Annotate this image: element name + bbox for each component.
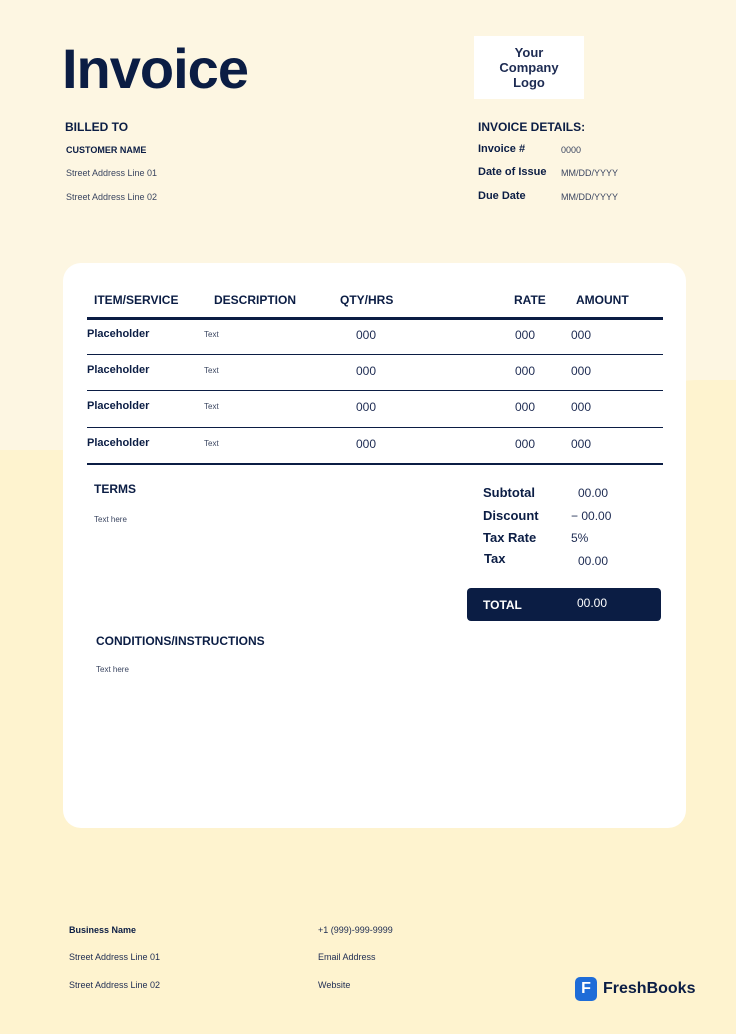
business-phone: +1 (999)-999-9999 (318, 925, 393, 935)
logo-text: Your Company Logo (499, 45, 559, 90)
table-row (63, 356, 686, 392)
date-of-issue-label: Date of Issue (478, 166, 547, 178)
row-divider (87, 354, 663, 355)
row-qty: 000 (356, 364, 377, 378)
tax-rate-label: Tax Rate (483, 530, 537, 545)
business-website: Website (318, 980, 351, 990)
company-logo-placeholder (474, 36, 584, 99)
discount-value: − 00.00 (571, 509, 612, 523)
tax-label: Tax (484, 551, 506, 566)
row-description: Text (204, 439, 219, 448)
row-amount: 000 (571, 437, 592, 451)
row-rate: 000 (515, 437, 536, 451)
row-rate: 000 (515, 400, 536, 414)
table-row (63, 429, 686, 465)
row-qty: 000 (356, 400, 377, 414)
table-row (63, 392, 686, 428)
row-divider (87, 390, 663, 391)
table-row (63, 320, 686, 356)
row-item: Placeholder (87, 437, 150, 449)
discount-label: Discount (483, 508, 539, 523)
row-item: Placeholder (87, 364, 150, 376)
conditions-text: Text here (96, 665, 129, 674)
business-address-line-1: Street Address Line 01 (69, 952, 161, 962)
row-qty: 000 (356, 328, 377, 342)
terms-heading: TERMS (94, 482, 136, 496)
tax-rate-value: 5% (571, 531, 589, 545)
terms-text: Text here (94, 515, 127, 524)
column-header-item: ITEM/SERVICE (94, 293, 179, 307)
conditions-heading: CONDITIONS/INSTRUCTIONS (96, 634, 265, 648)
row-amount: 000 (571, 400, 592, 414)
row-amount: 000 (571, 328, 592, 342)
row-amount: 000 (571, 364, 592, 378)
row-item: Placeholder (87, 400, 150, 412)
row-rate: 000 (515, 328, 536, 342)
due-date-label: Due Date (478, 190, 526, 202)
row-qty: 000 (356, 437, 377, 451)
total-value: 00.00 (577, 596, 608, 610)
row-description: Text (204, 402, 219, 411)
subtotal-label: Subtotal (483, 485, 535, 500)
tax-value: 00.00 (578, 554, 609, 568)
column-header-qty: QTY/HRS (340, 293, 394, 307)
due-date-value: MM/DD/YYYY (561, 192, 619, 202)
business-name: Business Name (69, 925, 137, 935)
customer-address-line-1: Street Address Line 01 (66, 168, 158, 178)
row-item: Placeholder (87, 328, 150, 340)
invoice-number-value: 0000 (561, 145, 582, 155)
page-title: Invoice (62, 37, 248, 100)
column-header-description: DESCRIPTION (214, 293, 297, 307)
date-of-issue-value: MM/DD/YYYY (561, 168, 619, 178)
freshbooks-wordmark: FreshBooks (603, 980, 696, 997)
billed-to-heading: BILLED TO (65, 120, 129, 134)
invoice-card (63, 263, 686, 828)
freshbooks-f-icon: F (575, 977, 597, 1001)
subtotal-value: 00.00 (578, 486, 609, 500)
invoice-number-label: Invoice # (478, 143, 526, 155)
column-header-amount: AMOUNT (576, 293, 629, 307)
row-divider (87, 427, 663, 428)
row-description: Text (204, 366, 219, 375)
row-rate: 000 (515, 364, 536, 378)
table-bottom-divider (87, 463, 663, 465)
freshbooks-logo (575, 977, 695, 1001)
row-description: Text (204, 330, 219, 339)
customer-address-line-2: Street Address Line 02 (66, 192, 158, 202)
total-label: TOTAL (483, 598, 522, 612)
invoice-details-heading: INVOICE DETAILS: (478, 120, 586, 134)
total-box (467, 588, 661, 621)
business-address-line-2: Street Address Line 02 (69, 980, 161, 990)
customer-name: CUSTOMER NAME (66, 145, 147, 155)
business-email: Email Address (318, 952, 376, 962)
column-header-rate: RATE (514, 293, 546, 307)
